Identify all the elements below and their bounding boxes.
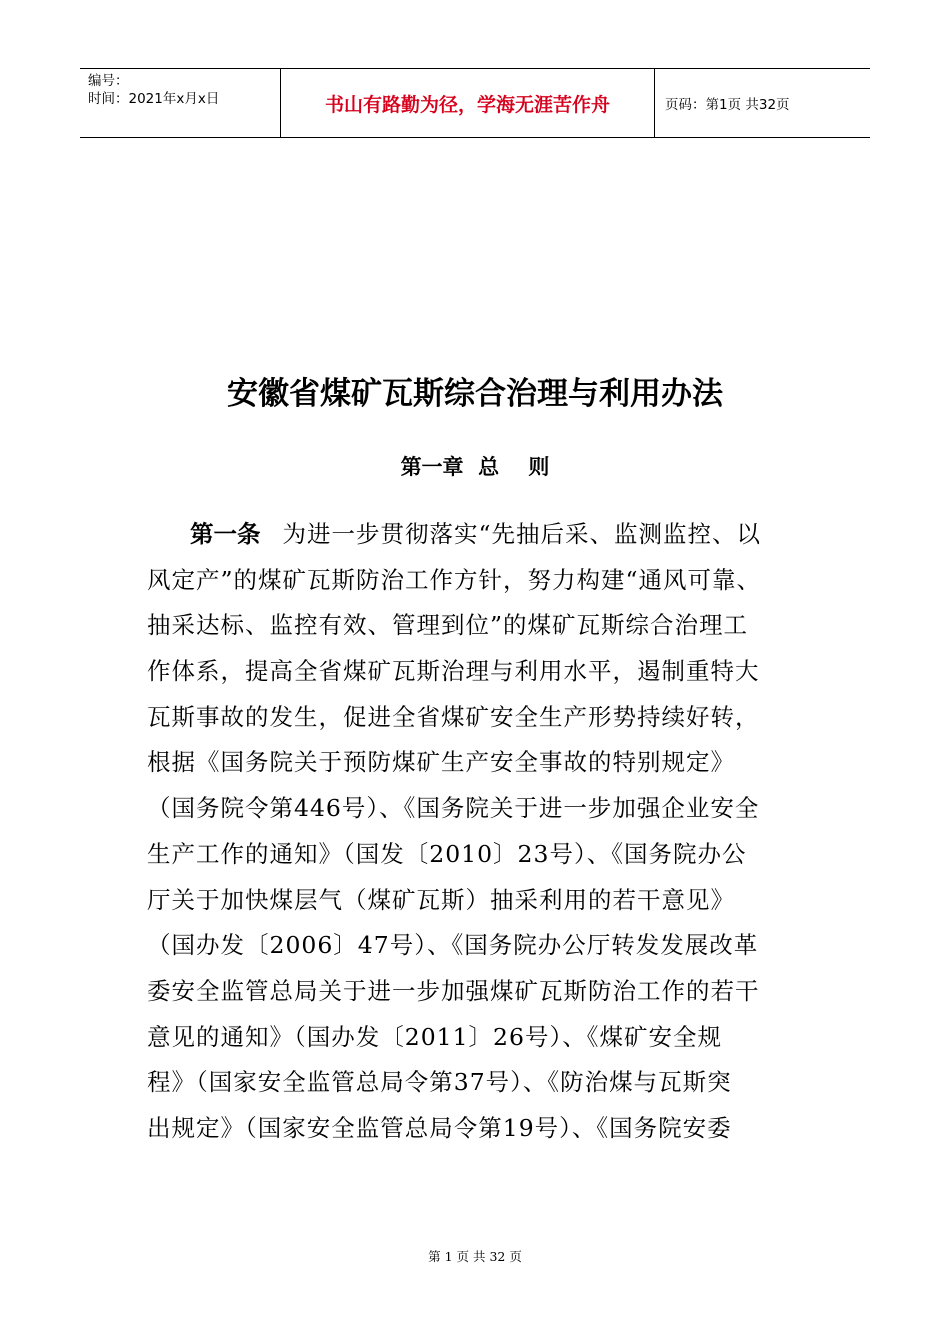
text-line: （国务院令第446号）、《国务院关于进一步加强企业安全	[147, 794, 760, 823]
text-line: 程》（国家安全监管总局令第37号）、《防治煤与瓦斯突	[147, 1068, 732, 1097]
text-line: 生产工作的通知》（国发〔2010〕23号）、《国务院办公	[147, 839, 747, 868]
text-line: 出规定》（国家安全监管总局令第19号）、《国务院安委	[147, 1113, 732, 1142]
chapter-heading: 第一章 总 则	[400, 455, 550, 479]
article-label: 第一条	[190, 520, 261, 548]
text-line: 风定产”的煤矿瓦斯防治工作方针，努力构建“通风可靠、	[147, 565, 762, 594]
article-body	[147, 512, 827, 1152]
page-footer: 第 1 页 共 32 页	[428, 1249, 522, 1264]
header-page-info: 页码：第1页 共32页	[665, 97, 790, 113]
page-header	[80, 68, 870, 138]
text-line	[147, 512, 827, 558]
text-line: 作体系，提高全省煤矿瓦斯治理与利用水平，遏制重特大	[147, 657, 760, 686]
text-line: 厅关于加快煤层气（煤矿瓦斯）抽采利用的若干意见》	[147, 885, 735, 914]
document-time-label: 时间：2021年x月x日	[88, 91, 220, 107]
text-line: 委安全监管总局关于进一步加强煤矿瓦斯防治工作的若干	[147, 976, 760, 1005]
text-line: （国办发〔2006〕47号）、《国务院办公厅转发发展改革	[147, 931, 759, 960]
text-line: 瓦斯事故的发生，促进全省煤矿安全生产形势持续好转，	[147, 702, 760, 731]
text-line-content: 为进一步贯彻落实“先抽后采、监测监控、以	[282, 520, 762, 548]
text-line: 根据《国务院关于预防煤矿生产安全事故的特别规定》	[147, 748, 735, 777]
document-title: 安徽省煤矿瓦斯综合治理与利用办法	[227, 376, 723, 412]
text-line: 抽采达标、监控有效、管理到位”的煤矿瓦斯综合治理工	[147, 611, 749, 640]
text-line: 意见的通知》（国办发〔2011〕26号）、《煤矿安全规	[147, 1022, 722, 1051]
document-number-label: 编号：	[88, 73, 129, 89]
header-motto: 书山有路勤为径，学海无涯苦作舟	[281, 69, 655, 137]
header-meta	[80, 69, 281, 137]
